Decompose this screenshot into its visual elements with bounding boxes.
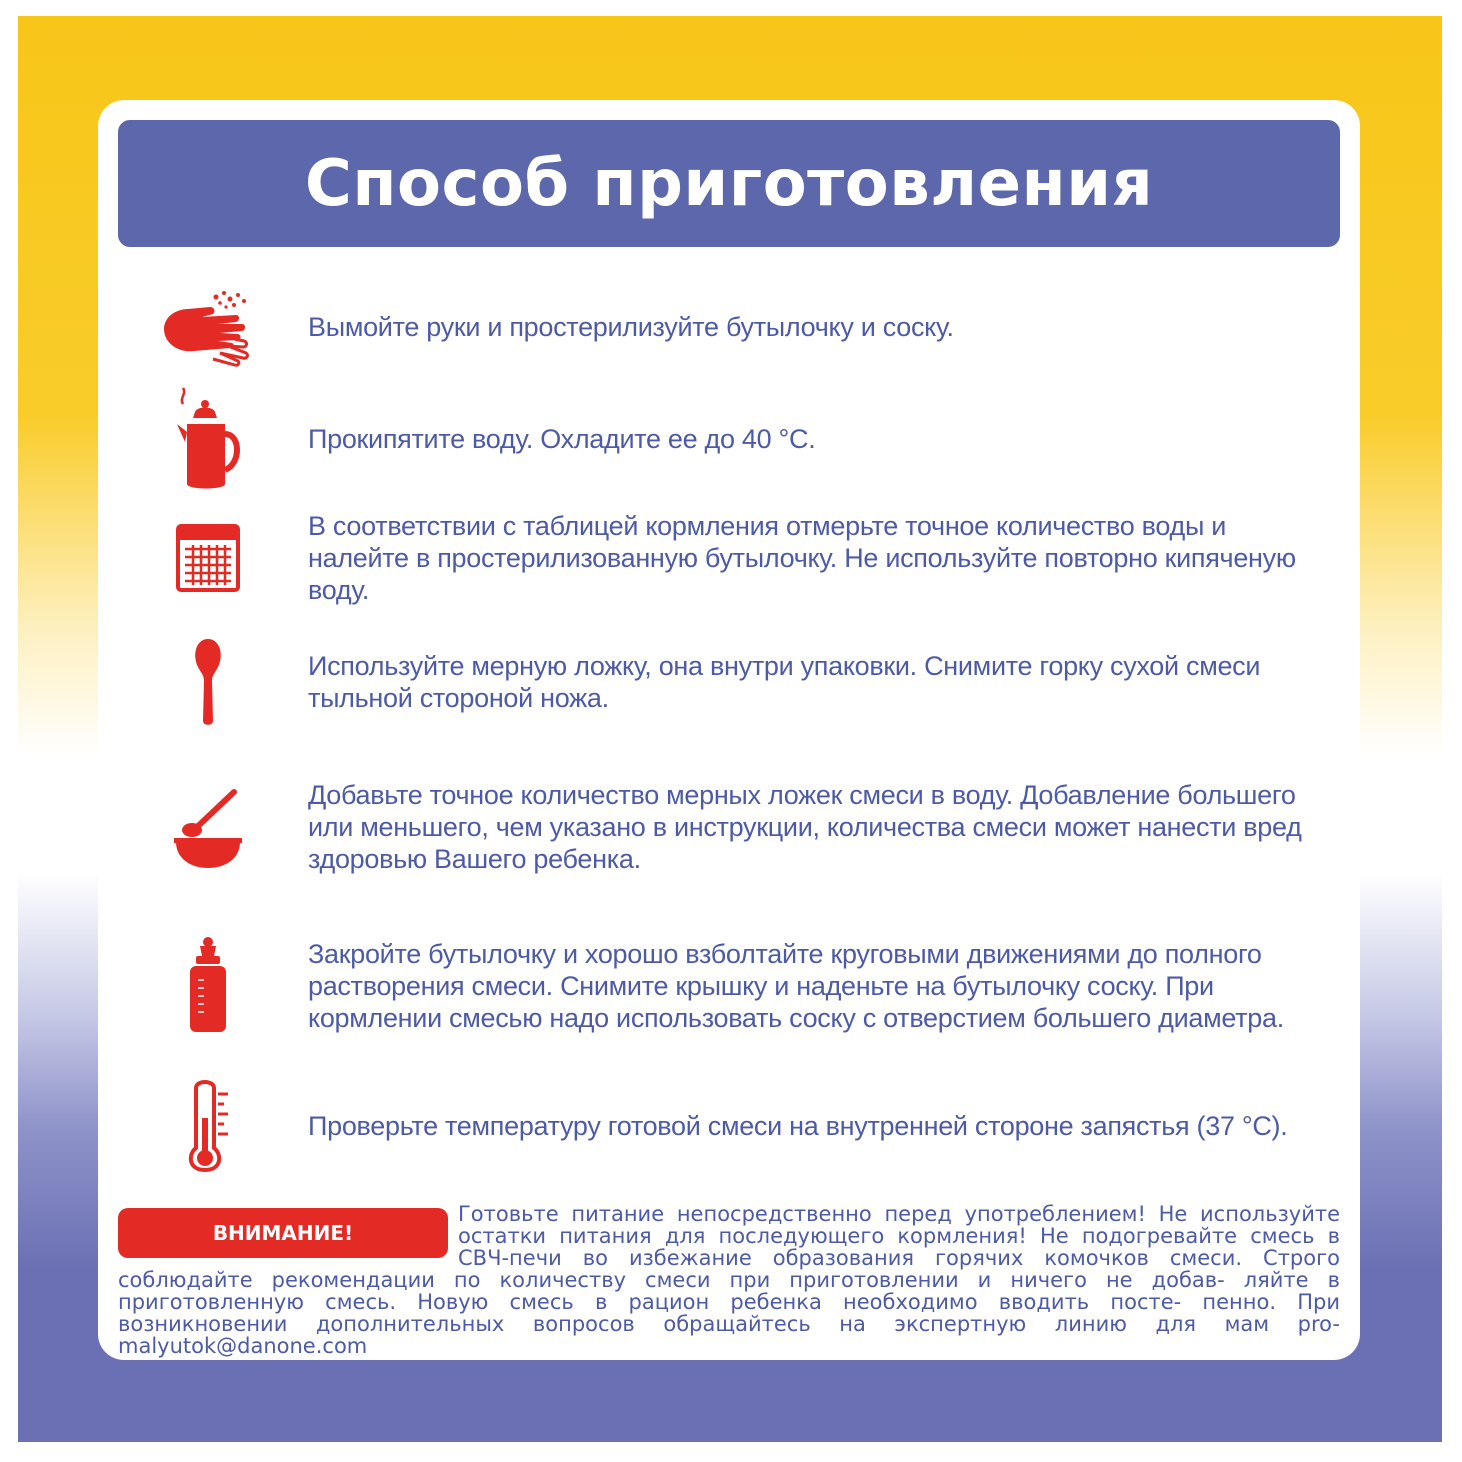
step-5: [150, 764, 1310, 890]
step-text: Используйте мерную ложку, она внутри упаковки. Снимите горку сухой смеси тыльной стороной ножа.: [308, 651, 1261, 713]
step-7: [150, 1076, 1310, 1176]
hand-washing-icon: [150, 272, 266, 382]
kettle-icon: [150, 370, 266, 508]
measuring-spoon-icon: [150, 632, 266, 732]
step-1: [150, 272, 1310, 382]
feeding-table-icon: [150, 508, 266, 608]
thermometer-icon: [150, 1076, 266, 1176]
step-text: Вымойте руки и простерилизуйте бутылочку и соску.: [308, 312, 954, 342]
title-banner: [118, 120, 1340, 247]
baby-bottle-icon: [150, 928, 266, 1044]
bowl-spoon-icon: [150, 764, 266, 890]
step-text: Прокипятите воду. Охладите ее до 40 °С.: [308, 424, 816, 454]
step-text: Проверьте температуру готовой смеси на внутренней стороне запястья (37 °С).: [308, 1111, 1288, 1141]
step-3: [150, 508, 1310, 608]
warning-badge: ВНИМАНИЕ!: [118, 1208, 448, 1258]
step-text: Закройте бутылочку и хорошо взболтайте круговыми движениями до полного растворения смеси. Снимите крышку и наденьте на бутылочку соску. При кормлении смесью надо использовать соску с отверстием большего диаметра.: [308, 939, 1284, 1033]
step-4: [150, 632, 1310, 732]
step-text: Добавьте точное количество мерных ложек смеси в воду. Добавление большего или меньшего, чем указано в инструкции, количества смеси может нанести вред здоровью Вашего ребенка.: [308, 780, 1302, 874]
page-title: Способ приготовления: [304, 146, 1154, 221]
step-2: [150, 370, 1310, 508]
warning-text: [118, 1203, 1340, 1357]
warning-body: Готовьте питание непосредственно перед употреблением! Не используйте остатки питания для последующего кормления! Не подогревайте смесь в СВЧ-печи во избежание образования горячих комочков смеси. Строго соблюдайте рекомендации по количеству смеси при приготовлении и ничего не добав- ляйте в приготовленную смесь. Новую смесь в рацион ребенка необходимо вводить посте- пенно. При возникновении дополнительных вопросов обращайтесь на экспертную линию для мам pro-malyutok@danone.com: [118, 1202, 1340, 1358]
step-text: В соответствии с таблицей кормления отмерьте точное количество воды и налейте в простерилизованную бутылочку. Не используйте повторно кипяченую воду.: [308, 511, 1296, 605]
step-6: [150, 928, 1310, 1044]
